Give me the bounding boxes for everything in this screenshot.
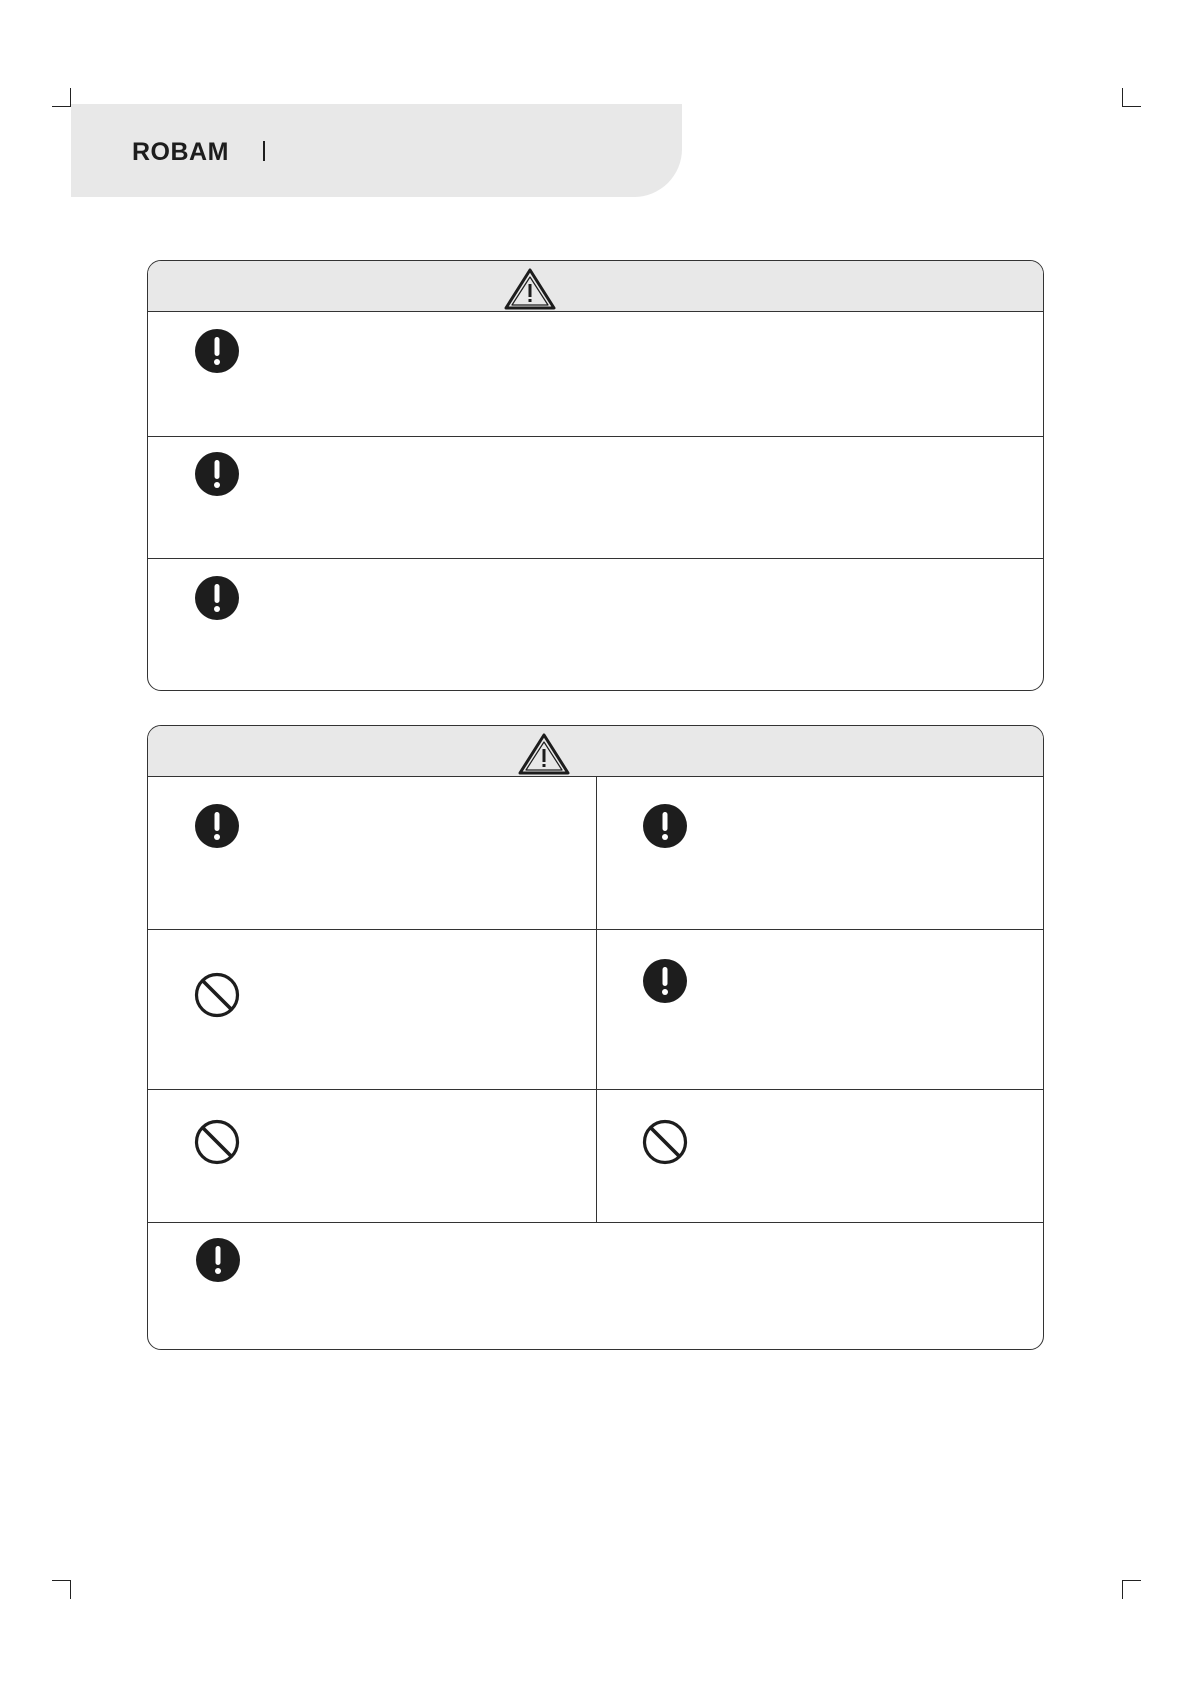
prohibition-circle-icon (642, 1119, 688, 1165)
exclamation-circle-icon (194, 328, 240, 374)
exclamation-circle-icon (195, 1237, 241, 1283)
exclamation-circle-icon (194, 451, 240, 497)
prohibition-circle-icon (194, 1119, 240, 1165)
warning-panel-bottom (147, 725, 1044, 1350)
warning-panel-top (147, 260, 1044, 691)
exclamation-circle-icon (642, 958, 688, 1004)
crop-mark-top-right (1122, 88, 1141, 107)
exclamation-circle-icon (194, 575, 240, 621)
exclamation-circle-icon (642, 803, 688, 849)
grid-item (148, 777, 596, 929)
panel-header (148, 726, 1043, 777)
list-item (148, 437, 1043, 558)
list-item (148, 312, 1043, 436)
list-item (148, 559, 1043, 690)
list-item (148, 1223, 1043, 1349)
crop-mark-top-left (52, 88, 71, 107)
crop-mark-bottom-right (1122, 1580, 1141, 1599)
brand-logo: ROBAM (132, 138, 229, 166)
warning-triangle-icon (503, 267, 557, 311)
crop-mark-bottom-left (52, 1580, 71, 1599)
brand-divider (263, 141, 265, 161)
panel-header (148, 261, 1043, 312)
grid-item (597, 777, 1043, 929)
grid-item (148, 1090, 596, 1222)
warning-triangle-icon (517, 732, 571, 776)
header-band (71, 104, 682, 197)
grid-item (597, 1090, 1043, 1222)
prohibition-circle-icon (194, 972, 240, 1018)
grid-item (597, 930, 1043, 1089)
grid-item (148, 930, 596, 1089)
exclamation-circle-icon (194, 803, 240, 849)
